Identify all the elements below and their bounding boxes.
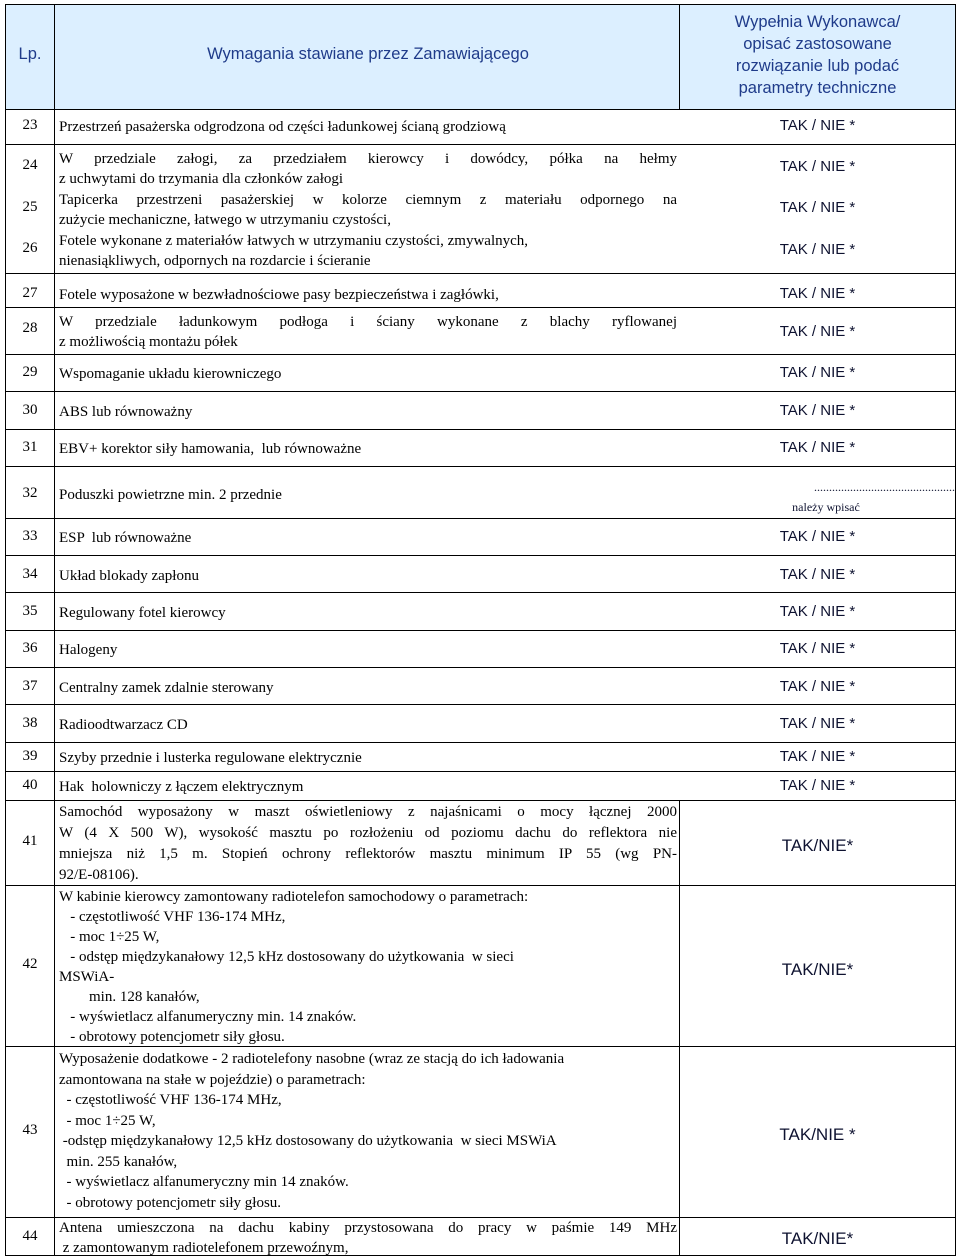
requirement-line: z możliwością montażu półek: [59, 334, 238, 350]
answer-tak-nie: TAK / NIE *: [779, 364, 856, 381]
requirement-line: Regulowany fotel kierowcy: [59, 605, 226, 621]
answer-tak-nie: TAK / NIE *: [779, 285, 856, 302]
row-number: 31: [22, 439, 38, 455]
requirement-text: [59, 1049, 677, 1213]
row-number: 37: [22, 678, 38, 694]
requirement-line: W (4 X 500 W), wysokość masztu po rozłożeniu od poziomu dachu do reflektora nie: [59, 825, 677, 841]
answer-tak-nie: TAK / NIE *: [779, 323, 856, 340]
requirement-line: - moc 1÷25 W,: [59, 929, 160, 945]
answer-tak-nie: TAK / NIE *: [779, 715, 856, 732]
row-number: 24: [22, 157, 38, 173]
row-number: 25: [22, 199, 38, 215]
requirement-line: Hak holowniczy z łączem elektrycznym: [59, 779, 304, 795]
requirement-line: - moc 1÷25 W,: [59, 1112, 156, 1129]
requirement-line: nienasiąkliwych, odpornych na rozdarcie i ścieranie: [59, 253, 371, 269]
requirement-line: W przedziale ładunkowym podłoga i ściany wykonane z blachy ryflowanej: [59, 314, 677, 330]
row-divider: [6, 555, 955, 556]
requirement-line: Halogeny: [59, 642, 118, 658]
row-number: 23: [22, 117, 38, 133]
row-number: 35: [22, 603, 38, 619]
requirement-line: Wyposażenie dodatkowe - 2 radiotelefony nasobne (wraz ze stacją do ich ładowania: [59, 1051, 565, 1067]
row-divider: [6, 518, 955, 519]
requirement-text: [59, 640, 677, 660]
row-divider: [6, 273, 955, 274]
requirement-line: min. 255 kanałów,: [59, 1153, 178, 1170]
column-divider: [679, 800, 680, 1255]
requirement-text: [59, 887, 677, 1047]
requirement-line: zamontowana na stałe w pojeździe) o parametrach:: [59, 1071, 366, 1088]
requirement-text: [59, 285, 677, 305]
requirement-line: Układ blokady zapłonu: [59, 568, 199, 584]
row-divider: [6, 391, 955, 392]
requirement-line: -odstęp międzykanałowy 12,5 kHz dostosowany do użytkowania w sieci MSWiA: [59, 1133, 557, 1149]
answer-tak-nie: TAK / NIE *: [779, 748, 856, 765]
requirement-line: z uchwytami do trzymania dla członków załogi: [59, 171, 344, 187]
requirement-text: [59, 1218, 677, 1258]
requirement-line: EBV+ korektor siły hamowania, lub równoważne: [59, 441, 362, 457]
header-contractor-line: Wypełnia Wykonawca/: [734, 13, 901, 31]
requirement-line: Centralny zamek zdalnie sterowany: [59, 680, 274, 696]
header-contractor-line: rozwiązanie lub podać: [735, 57, 900, 75]
requirement-text: [59, 231, 677, 271]
row-divider: [6, 466, 955, 467]
answer-tak-nie: TAK / NIE *: [779, 402, 856, 419]
row-divider: [6, 144, 955, 145]
row-number: 33: [22, 528, 38, 544]
requirement-line: ESP lub równoważne: [59, 530, 192, 546]
answer-tak-nie: TAK / NIE *: [779, 640, 856, 657]
requirement-text: [59, 364, 677, 384]
answer-tak-nie: TAK/NIE*: [781, 836, 854, 855]
row-number: 27: [22, 285, 38, 301]
requirement-text: [59, 566, 677, 586]
requirement-line: Tapicerka przestrzeni pasażerskiej w kolorze ciemnym z materiału odpornego na: [59, 192, 677, 208]
requirement-text: [59, 402, 677, 422]
row-divider: [6, 742, 955, 743]
requirement-line: W kabinie kierowcy zamontowany radiotelefon samochodowy o parametrach:: [59, 889, 529, 905]
requirement-line: - obrotowy potencjometr siły głosu.: [59, 1194, 282, 1211]
requirement-text: [59, 748, 677, 768]
requirement-line: 92/E-08106).: [59, 867, 139, 883]
row-divider: [6, 800, 955, 801]
answer-tak-nie: TAK/NIE*: [781, 960, 854, 979]
answer-tak-nie: TAK / NIE *: [779, 439, 856, 456]
requirement-text: [59, 149, 677, 189]
header-contractor: [680, 11, 955, 99]
row-number: 43: [22, 1122, 38, 1138]
requirement-line: - wyświetlacz alfanumeryczny min. 14 znaków.: [59, 1009, 357, 1025]
requirement-text: [59, 312, 677, 352]
requirement-line: - wyświetlacz alfanumeryczny min 14 znaków.: [59, 1174, 349, 1190]
requirement-line: Szyby przednie i lusterka regulowane elektrycznie: [59, 750, 362, 766]
requirement-line: W przedziale załogi, za przedziałem kierowcy i dowódcy, półka na hełmy: [59, 151, 677, 167]
table-header: [6, 5, 955, 110]
row-number: 30: [22, 402, 38, 418]
answer-tak-nie: TAK / NIE *: [779, 566, 856, 583]
answer-tak-nie: TAK/NIE *: [779, 1125, 856, 1144]
requirement-line: MSWiA-: [59, 969, 115, 985]
column-divider: [679, 5, 680, 109]
requirement-line: Poduszki powietrzne min. 2 przednie: [59, 487, 282, 503]
row-number: 42: [22, 956, 38, 972]
row-number: 26: [22, 240, 38, 256]
row-number: 29: [22, 364, 38, 380]
requirement-text: [59, 603, 677, 623]
row-divider: [6, 704, 955, 705]
header-lp: Lp.: [18, 45, 42, 63]
header-contractor-line: opisać zastosowane: [743, 35, 892, 53]
answer-tak-nie: TAK / NIE *: [779, 117, 856, 134]
answer-fill-in-note: należy wpisać: [792, 500, 860, 514]
answer-dotted-field: ...............................................: [814, 480, 955, 494]
requirement-line: ABS lub równoważny: [59, 404, 193, 420]
header-requirements: Wymagania stawiane przez Zamawiającego: [207, 45, 529, 63]
header-contractor-line: parametry techniczne: [738, 79, 897, 97]
requirement-line: min. 128 kanałów,: [59, 989, 200, 1005]
row-divider: [6, 630, 955, 631]
requirement-line: Samochód wyposażony w maszt oświetleniowy z najaśnicami o mocy łącznej 2000: [59, 804, 677, 820]
requirement-line: - odstęp międzykanałowy 12,5 kHz dostosowany do użytkowania w sieci: [59, 949, 514, 965]
requirement-text: [59, 190, 677, 230]
row-number: 40: [22, 777, 38, 793]
requirement-line: mniejsza niż 1,5 m. Stopień ochrony reflektorów masztu minimum IP 55 (wg PN-: [59, 846, 677, 862]
answer-tak-nie: TAK / NIE *: [779, 158, 856, 175]
requirement-line: - częstotliwość VHF 136-174 MHz,: [59, 909, 286, 925]
requirement-line: z zamontowanym radiotelefonem przewoźnym,: [59, 1240, 349, 1256]
row-number: 34: [22, 566, 38, 582]
requirement-text: [59, 777, 677, 797]
requirement-line: Radioodtwarzacz CD: [59, 717, 188, 733]
row-divider: [6, 592, 955, 593]
requirement-line: Wspomaganie układu kierowniczego: [59, 366, 282, 382]
answer-tak-nie: TAK / NIE *: [779, 777, 856, 794]
answer-tak-nie: TAK/NIE*: [781, 1229, 854, 1248]
row-number: 39: [22, 748, 38, 764]
requirement-line: - obrotowy potencjometr siły głosu.: [59, 1029, 285, 1045]
answer-tak-nie: TAK / NIE *: [779, 241, 856, 258]
row-divider: [6, 771, 955, 772]
row-number: 44: [22, 1228, 38, 1244]
requirement-text: [59, 117, 677, 137]
requirement-text: [59, 528, 677, 548]
requirement-line: - częstotliwość VHF 136-174 MHz,: [59, 1092, 282, 1108]
answer-tak-nie: TAK / NIE *: [779, 678, 856, 695]
row-number: 38: [22, 715, 38, 731]
requirement-text: [59, 715, 677, 735]
row-divider: [6, 354, 955, 355]
requirement-text: [59, 802, 677, 886]
requirement-line: Antena umieszczona na dachu kabiny przystosowana do pracy w paśmie 149 MHz: [59, 1220, 677, 1236]
requirement-line: zużycie mechaniczne, łatwego w utrzymaniu czystości,: [59, 212, 391, 228]
row-divider: [6, 429, 955, 430]
requirement-text: [59, 678, 677, 698]
row-number: 28: [22, 320, 38, 336]
row-number: 41: [22, 833, 38, 849]
row-divider: [6, 667, 955, 668]
requirement-line: Fotele wyposażone w bezwładnościowe pasy bezpieczeństwa i zagłówki,: [59, 287, 499, 303]
row-number: 36: [22, 640, 38, 656]
requirement-text: [59, 485, 677, 505]
row-number: 32: [22, 485, 38, 501]
requirement-line: Fotele wykonane z materiałów łatwych w utrzymaniu czystości, zmywalnych,: [59, 233, 529, 249]
answer-tak-nie: TAK / NIE *: [779, 528, 856, 545]
requirement-text: [59, 439, 677, 459]
requirement-line: Przestrzeń pasażerska odgrodzona od części ładunkowej ścianą grodziową: [59, 119, 506, 135]
answer-tak-nie: TAK / NIE *: [779, 199, 856, 216]
answer-tak-nie: TAK / NIE *: [779, 603, 856, 620]
row-divider: [6, 307, 955, 308]
requirements-table: [5, 4, 956, 1256]
